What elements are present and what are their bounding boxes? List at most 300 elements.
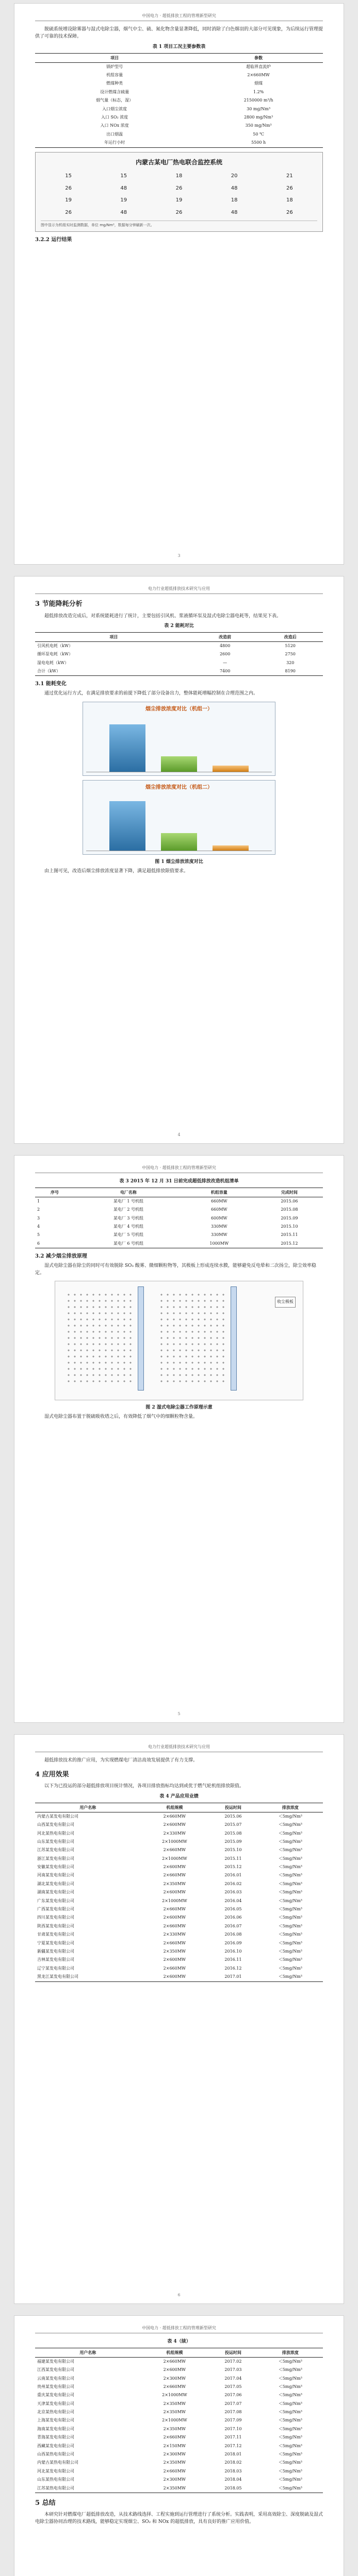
- table-cell: 2015.06: [281, 1198, 298, 1204]
- section-title: 5 总结: [35, 2499, 56, 2507]
- table-cell: 黑龙江某发电有限公司: [35, 1973, 141, 1981]
- table-row: [35, 1231, 323, 1239]
- table-cell: 330MW: [210, 1224, 227, 1229]
- table-cell: 2018.05: [208, 2484, 258, 2493]
- table-cell: 2017.08: [224, 2410, 242, 2415]
- table-cell: 5: [37, 1232, 40, 1238]
- table-cell: 设计燃煤含硫量: [100, 89, 129, 94]
- table-cell: 2600: [219, 652, 231, 657]
- table-cell: ＜5mg/Nm³: [278, 2367, 302, 2372]
- table-cell: 2015.08: [281, 1207, 298, 1212]
- table-cell: 2×350MW: [163, 2426, 186, 2431]
- table-cell: 山东某热电有限公司: [37, 2477, 74, 2482]
- table-row: [35, 1930, 323, 1939]
- table-cell: 浙江某发电有限公司: [37, 1856, 74, 1861]
- table-cell: 2×660MW: [163, 1923, 186, 1928]
- wesp-diagram: [55, 1281, 303, 1400]
- table-cell: 2×1000MW: [162, 1839, 187, 1844]
- comparison-chart-b: [83, 780, 275, 855]
- bar: [109, 801, 145, 851]
- table-cell: 内蒙古某发电有限公司: [37, 1814, 78, 1819]
- table-cell: 2015.06: [224, 1814, 242, 1819]
- table-cell: ＜5mg/Nm³: [278, 1907, 302, 1912]
- table-row: [35, 1240, 323, 1248]
- running-head: 中国电力 · 超低排放工程的管理新型研究: [35, 13, 323, 21]
- table-cell: ＜5mg/Nm³: [278, 2452, 302, 2457]
- table-row: [35, 1214, 323, 1223]
- monitor-value: 21: [286, 173, 293, 179]
- bar: [161, 756, 197, 772]
- comparison-chart-a: [83, 702, 275, 776]
- table-row: [35, 2484, 323, 2493]
- table-1-caption: 表 1 项目工况主要参数表: [152, 44, 206, 50]
- table-cell: ＜5mg/Nm³: [278, 2418, 302, 2423]
- table-cell: ＜5mg/Nm³: [278, 1923, 302, 1928]
- table-cell: ＜5mg/Nm³: [278, 2468, 302, 2473]
- table-cell: ＜5mg/Nm³: [278, 1881, 302, 1886]
- table-cell: 1.2%: [253, 89, 264, 94]
- table-cell: 河北某发电有限公司: [37, 2468, 74, 2473]
- table-row: [35, 130, 323, 139]
- table-cell: ＜5mg/Nm³: [278, 1965, 302, 1971]
- table-row: [35, 641, 323, 650]
- table-4: [35, 1803, 323, 1981]
- running-head: 电力行业超低排放技术研究与应用: [35, 1744, 323, 1752]
- monitor-row: [41, 196, 317, 205]
- summary-paragraph: 本研究针对燃煤电厂超低排放改造，从技术路线选择、工程实施到运行管理进行了系统分析。实践表明，采用高效除尘、深度脱硫及湿式电除尘器协同治理的技术路线，能够稳定实现烟尘、SO₂ 和 NOx 的超低排放，具有良好的推广应用价值。: [35, 2512, 323, 2525]
- table-cell: ＜5mg/Nm³: [278, 1865, 302, 1870]
- table-head-cell: 改造前: [192, 633, 258, 641]
- table-cell: 6: [35, 1240, 74, 1248]
- table-cell: 2016.01: [224, 1873, 242, 1878]
- table-cell: 2×350MW: [163, 2460, 186, 2465]
- table-cell: 2×600MW: [163, 1915, 186, 1920]
- paragraph: 以下为已投运的部分超低排放项目统计情况，各项目排放指标均达到或优于燃气轮机组排放限值。: [44, 1784, 245, 1789]
- table-cell: 山西某发电有限公司: [37, 1822, 74, 1827]
- running-head: 中国电力 · 超低排放工程的管理新型研究: [35, 2325, 323, 2333]
- table-row: [35, 1223, 323, 1231]
- table-cell: 山西某热电有限公司: [37, 2452, 74, 2457]
- table-cell: 2017.04: [224, 2376, 242, 2381]
- table-cell: 660MW: [210, 1198, 227, 1204]
- table-cell: 2×1000MW: [162, 2393, 187, 2398]
- table-cell: 福建某发电有限公司: [37, 2359, 74, 2364]
- table-row: [35, 1947, 323, 1956]
- table-3-caption: 表 3 2015 年 12 月 31 日前完成超低排放改造机组清单: [119, 1179, 239, 1184]
- table-row: [35, 1956, 323, 1964]
- table-row: [35, 1897, 323, 1905]
- table-cell: ＜5mg/Nm³: [278, 1814, 302, 1819]
- table-row: [35, 2366, 323, 2374]
- table-cell: 8190: [257, 667, 323, 676]
- table-cell: 2015.12: [256, 1240, 323, 1248]
- table-cell: 2×660MW: [163, 2468, 186, 2473]
- table-1: [35, 53, 323, 147]
- table-cell: 河北某热电有限公司: [37, 1831, 74, 1836]
- table-row: [35, 2442, 323, 2450]
- table-cell: 合计（kW）: [35, 667, 192, 676]
- table-row: [35, 2467, 323, 2476]
- table-cell: 安徽某发电有限公司: [37, 1865, 74, 1870]
- table-row: [35, 2450, 323, 2459]
- table-cell: ＜5mg/Nm³: [278, 1822, 302, 1827]
- table-cell: 2017.11: [224, 2435, 242, 2440]
- table-cell: 2018.03: [224, 2468, 242, 2473]
- monitor-value: 18: [175, 173, 183, 179]
- table-cell: ＜5mg/Nm³: [278, 1890, 302, 1895]
- table-cell: ＜5mg/Nm³: [278, 1940, 302, 1945]
- table-cell: 2016.12: [224, 1965, 242, 1971]
- table-cell: 江西某发电有限公司: [37, 2367, 74, 2372]
- monitor-value: 26: [286, 209, 293, 215]
- subsection-title: 3.2 减少烟尘排放原理: [35, 1253, 87, 1260]
- table-cell: 机组容量: [106, 72, 123, 77]
- table-cell: 5500 h: [194, 139, 323, 147]
- table-cell: 2015.11: [281, 1232, 298, 1238]
- table-cell: 2018.02: [224, 2460, 242, 2465]
- table-cell: 2017.10: [224, 2426, 242, 2431]
- table-cell: 2×660MW: [163, 1907, 186, 1912]
- table-row: [35, 2357, 323, 2366]
- monitor-value: 19: [65, 197, 72, 204]
- table-row: [35, 1812, 323, 1821]
- table-row: [35, 71, 323, 79]
- table-row: [35, 1197, 323, 1206]
- page-2: [14, 576, 344, 1144]
- table-cell: 湿电电耗（kW）: [37, 660, 69, 665]
- table-cell: 2015.08: [224, 1831, 242, 1836]
- monitor-row: [41, 172, 317, 180]
- monitor-value: 19: [120, 197, 127, 204]
- page-number: 4: [177, 1132, 181, 1137]
- table-cell: 重庆某发电有限公司: [37, 2393, 74, 2398]
- section-title: 4 应用效果: [35, 1771, 69, 1779]
- table-cell: ＜5mg/Nm³: [278, 1898, 302, 1903]
- table-3: [35, 1188, 323, 1248]
- monitor-value: 15: [65, 173, 72, 179]
- table-head-cell: 用户名称: [35, 1803, 141, 1812]
- table-cell: 青海某发电有限公司: [37, 2435, 74, 2440]
- table-cell: ＜5mg/Nm³: [278, 1915, 302, 1920]
- table-cell: 2017.09: [224, 2418, 242, 2423]
- bar: [213, 845, 249, 851]
- table-cell: 2018.04: [224, 2477, 242, 2482]
- table-cell: 2017.05: [224, 2384, 242, 2389]
- table-cell: 3: [37, 1215, 40, 1221]
- table-cell: 燃煤种类: [106, 81, 123, 86]
- table-cell: ＜5mg/Nm³: [278, 2376, 302, 2381]
- table-row: [35, 62, 323, 71]
- table-cell: 2016.10: [224, 1948, 242, 1954]
- table-cell: 2×1000MW: [162, 1898, 187, 1903]
- table-cell: 2×350MW: [141, 2484, 209, 2493]
- table-cell: 上海某发电有限公司: [37, 2418, 74, 2423]
- table-cell: 2016.11: [224, 1957, 242, 1962]
- table-row: [35, 2383, 323, 2391]
- table-cell: 云南某发电有限公司: [37, 2376, 74, 2381]
- table-head-cell: 排放浓度: [258, 2348, 323, 2357]
- table-cell: 2015.09: [281, 1215, 298, 1221]
- table-cell: 2×660MW: [163, 1940, 186, 1945]
- monitor-value: 48: [231, 185, 238, 191]
- table-head-cell: 项目: [35, 54, 194, 62]
- running-head: 电力行业超低排放技术研究与应用: [35, 586, 323, 594]
- table-cell: 天津某发电有限公司: [37, 2401, 74, 2406]
- table-head-cell: 机组规模: [141, 1803, 209, 1812]
- table-row: [35, 88, 323, 96]
- table-head-cell: 电厂名称: [74, 1188, 183, 1197]
- table-row: [35, 650, 323, 658]
- bar: [213, 766, 249, 772]
- table-cell: 锅炉型号: [106, 64, 123, 69]
- table-cell: 2×600MW: [163, 1957, 186, 1962]
- monitor-value: 48: [120, 185, 127, 191]
- table-cell: 4: [37, 1224, 40, 1229]
- table-cell: 江苏某热电有限公司: [35, 2484, 141, 2493]
- paragraph: 超低排放技术的推广应用，为实现燃煤电厂清洁高效发展提供了有力支撑。: [44, 1758, 198, 1764]
- collecting-plate: [138, 1286, 144, 1391]
- table-cell: 2×330MW: [163, 1831, 186, 1836]
- chart-title: 烟尘排放浓度对比（机组二）: [145, 785, 213, 791]
- table-cell: 2: [37, 1207, 40, 1212]
- table-cell: 甘肃某发电有限公司: [37, 1932, 74, 1937]
- table-cell: 2×300MW: [163, 2452, 186, 2457]
- table-cell: ＜5mg/Nm³: [278, 2384, 302, 2389]
- table-row: [35, 667, 323, 676]
- table-cell: 2×300MW: [163, 2477, 186, 2482]
- table-row: [35, 2375, 323, 2383]
- table-cell: 2150000 m³/h: [243, 98, 273, 103]
- table-cell: ＜5mg/Nm³: [278, 1831, 302, 1836]
- table-row: [35, 1973, 323, 1981]
- section-title: 3 节能降耗分析: [35, 600, 83, 608]
- table-cell: 广西某发电有限公司: [37, 1907, 74, 1912]
- table-row: [35, 96, 323, 105]
- table-cell: 年运行小时: [35, 139, 194, 147]
- table-cell: 320: [286, 660, 295, 665]
- table-row: [35, 2400, 323, 2408]
- table-cell: ＜5mg/Nm³: [278, 2435, 302, 2440]
- table-cell: 西藏某发电有限公司: [37, 2443, 74, 2448]
- table-cell: 2015.10: [281, 1224, 298, 1229]
- diagram-discussion: 湿式电除尘器布置于脱硫吸收塔之后，有效降低了烟气中的细颗粒物含量。: [44, 1414, 198, 1420]
- table-row: [35, 2416, 323, 2425]
- table-cell: 宁夏某发电有限公司: [37, 1940, 74, 1945]
- page-number: 5: [177, 1711, 181, 1716]
- table-cell: ＜5mg/Nm³: [278, 2401, 302, 2406]
- table-cell: 湖北某发电有限公司: [37, 1881, 74, 1886]
- table-head-cell: 完成时间: [256, 1188, 323, 1197]
- table-cell: 入口烟尘浓度: [102, 106, 127, 111]
- page-number: 6: [177, 2292, 181, 2297]
- table-cell: 2×350MW: [163, 1948, 186, 1954]
- table-cell: 广东某发电有限公司: [37, 1898, 74, 1903]
- monitor-value: 48: [231, 209, 238, 215]
- table-cell: 2×600MW: [163, 1822, 186, 1827]
- particle-field: [66, 1292, 133, 1384]
- table-row: [35, 2459, 323, 2467]
- table-cell: 2016.06: [224, 1915, 242, 1920]
- table-cell: 2015.12: [224, 1865, 242, 1870]
- table-cell: 330MW: [210, 1232, 227, 1238]
- collecting-plate: [231, 1286, 237, 1391]
- table-cell: 4800: [219, 643, 231, 648]
- figure-discussion: 由上图可见，改造后烟尘排放浓度显著下降，满足超低排放限值要求。: [44, 868, 189, 874]
- table-cell: 2×660MW: [163, 1814, 186, 1819]
- table-4-continued-caption: 表 4（续）: [167, 2339, 191, 2345]
- table-cell: 2015.07: [224, 1822, 242, 1827]
- table-row: [35, 1855, 323, 1863]
- figure-1-caption: 图 1 烟尘排放浓度对比: [155, 859, 203, 865]
- monitor-value: 26: [286, 185, 293, 191]
- table-row: [35, 1846, 323, 1854]
- table-head-cell: 参数: [194, 54, 323, 62]
- table-cell: 2017.06: [224, 2393, 242, 2398]
- monitor-value: 26: [65, 209, 72, 215]
- table-cell: 2×660MW: [163, 1965, 186, 1971]
- table-2-caption: 表 2 能耗对比: [164, 623, 194, 629]
- monitor-value: 26: [175, 185, 183, 191]
- monitor-value: 18: [231, 197, 238, 204]
- table-cell: ＜5mg/Nm³: [278, 1873, 302, 1878]
- table-cell: —: [223, 660, 227, 665]
- section-intro: 超低排放改造完成后，对系统能耗进行了统计，主要包括引风机、浆液循环泵及湿式电除尘器电耗等，结果见下表。: [44, 613, 282, 619]
- table-cell: 某电厂 3 号机组: [113, 1215, 144, 1221]
- table-cell: ＜5mg/Nm³: [258, 1973, 323, 1981]
- monitor-note: 图中显示为机组实时监测数据，单位 mg/Nm³，数据每分钟刷新一次。: [41, 221, 317, 228]
- table-cell: 2017.12: [224, 2443, 242, 2448]
- table-cell: 海南某发电有限公司: [37, 2426, 74, 2431]
- table-cell: 吉林某发电有限公司: [37, 1957, 74, 1962]
- table-cell: 超临界直流炉: [246, 64, 271, 69]
- table-cell: 2016.02: [224, 1881, 242, 1886]
- table-cell: 2×660MW: [163, 2359, 186, 2364]
- table-cell: 某电厂 6 号机组: [74, 1240, 183, 1248]
- table-row: [35, 105, 323, 113]
- table-cell: 河南某发电有限公司: [37, 1873, 74, 1878]
- table-cell: ＜5mg/Nm³: [278, 2426, 302, 2431]
- table-cell: ＜5mg/Nm³: [278, 1932, 302, 1937]
- table-cell: 湖南某发电有限公司: [37, 1890, 74, 1895]
- table-cell: 2016.07: [224, 1923, 242, 1928]
- monitor-value: 26: [65, 185, 72, 191]
- table-row: [35, 139, 323, 147]
- table-cell: 出口烟温: [106, 131, 123, 137]
- table-row: [35, 1829, 323, 1838]
- diagram-callout: 收尘极板: [275, 1297, 296, 1307]
- table-cell: 陕西某发电有限公司: [37, 1923, 74, 1928]
- table-row: [35, 2433, 323, 2442]
- chart-title: 烟尘排放浓度对比（机组一）: [145, 706, 213, 712]
- monitor-screenshot: [35, 152, 323, 232]
- table-cell: 某电厂 5 号机组: [113, 1232, 144, 1238]
- table-head-cell: 机组容量: [183, 1188, 256, 1197]
- table-row: [35, 79, 323, 88]
- table-cell: ＜5mg/Nm³: [278, 2410, 302, 2415]
- table-cell: 2×350MW: [163, 1881, 186, 1886]
- table-cell: 2×300MW: [163, 2376, 186, 2381]
- table-cell: 1000MW: [183, 1240, 256, 1248]
- table-cell: 2×660MW: [247, 72, 270, 77]
- table-cell: 某电厂 2 号机组: [113, 1207, 144, 1212]
- subsection-paragraph: 通过优化运行方式，在满足排放要求的前提下降低了部分设备出力，整体能耗增幅控制在合理范围之内。: [44, 690, 258, 696]
- table-cell: 内蒙古某热电有限公司: [37, 2460, 78, 2465]
- table-row: [35, 1964, 323, 1973]
- table-cell: 烟气量（标态，湿）: [96, 98, 134, 103]
- table-2: [35, 632, 323, 676]
- table-row: [35, 113, 323, 122]
- table-cell: ＜5mg/Nm³: [278, 1848, 302, 1853]
- table-row: [35, 1880, 323, 1888]
- table-cell: ＜5mg/Nm³: [278, 2359, 302, 2364]
- table-row: [35, 2408, 323, 2416]
- table-head-cell: 机组规模: [141, 2348, 209, 2357]
- monitor-value: 20: [231, 173, 238, 179]
- table-cell: ＜5mg/Nm³: [278, 2443, 302, 2448]
- table-cell: ＜5mg/Nm³: [278, 1948, 302, 1954]
- table-cell: 2×660MW: [163, 1873, 186, 1878]
- table-cell: 山东某发电有限公司: [37, 1839, 74, 1844]
- table-row: [35, 1838, 323, 1846]
- intro-paragraph: 脱硫系统增设除雾器与湿式电除尘器，烟气中尘、硫、氮化物含量显著降低，同时消除了白色烟羽的大部分可见现象，为后续运行管理提供了可靠的技术保障。: [35, 27, 323, 40]
- table-cell: 2016.09: [224, 1940, 242, 1945]
- table-cell: 2017.01: [208, 1973, 258, 1981]
- running-head: 中国电力 · 超低排放工程的管理新型研究: [35, 1165, 323, 1173]
- table-cell: 2015.10: [224, 1848, 242, 1853]
- table-cell: 2017.07: [224, 2401, 242, 2406]
- table-row: [35, 659, 323, 667]
- table-cell: 2017.02: [224, 2359, 242, 2364]
- figure-2-caption: 图 2 湿式电除尘器工作原理示意: [145, 1405, 213, 1411]
- table-head-cell: 投运时间: [208, 1803, 258, 1812]
- monitor-value: 15: [120, 173, 127, 179]
- table-cell: 2×1000MW: [162, 1856, 187, 1861]
- monitor-row: [41, 184, 317, 193]
- monitor-value: 19: [175, 197, 183, 204]
- table-cell: 2016.04: [224, 1898, 242, 1903]
- table-head-cell: 改造后: [257, 633, 323, 641]
- table-cell: 2×350MW: [163, 2401, 186, 2406]
- table-row: [35, 1821, 323, 1829]
- table-4-caption: 表 4 产品应用业绩: [159, 1794, 199, 1800]
- table-cell: 2×600MW: [163, 2367, 186, 2372]
- table-cell: ＜5mg/Nm³: [278, 1957, 302, 1962]
- table-cell: 2018.01: [224, 2452, 242, 2457]
- table-cell: 30 mg/Nm³: [247, 106, 271, 111]
- table-4-continued: [35, 2348, 323, 2493]
- table-cell: 2×600MW: [141, 1973, 209, 1981]
- subsection-title: 3.1 能耗变化: [35, 681, 67, 687]
- table-row: [35, 2476, 323, 2484]
- page-number: 3: [177, 553, 181, 558]
- table-cell: 2×600MW: [163, 1865, 186, 1870]
- table-cell: ＜5mg/Nm³: [278, 1856, 302, 1861]
- table-cell: 辽宁某发电有限公司: [37, 1965, 74, 1971]
- table-cell: 2×600MW: [163, 1890, 186, 1895]
- table-row: [35, 1888, 323, 1896]
- table-row: [35, 1905, 323, 1913]
- monitor-value: 18: [286, 197, 293, 204]
- table-head-cell: 项目: [35, 633, 192, 641]
- table-cell: 2×330MW: [163, 1932, 186, 1937]
- table-row: [35, 1206, 323, 1214]
- page-1: [14, 3, 344, 565]
- table-head-cell: 排放浓度: [258, 1803, 323, 1812]
- table-cell: 2×660MW: [163, 1848, 186, 1853]
- table-cell: 循环泵电耗（kW）: [37, 652, 73, 657]
- bar: [109, 724, 145, 772]
- table-row: [35, 1939, 323, 1947]
